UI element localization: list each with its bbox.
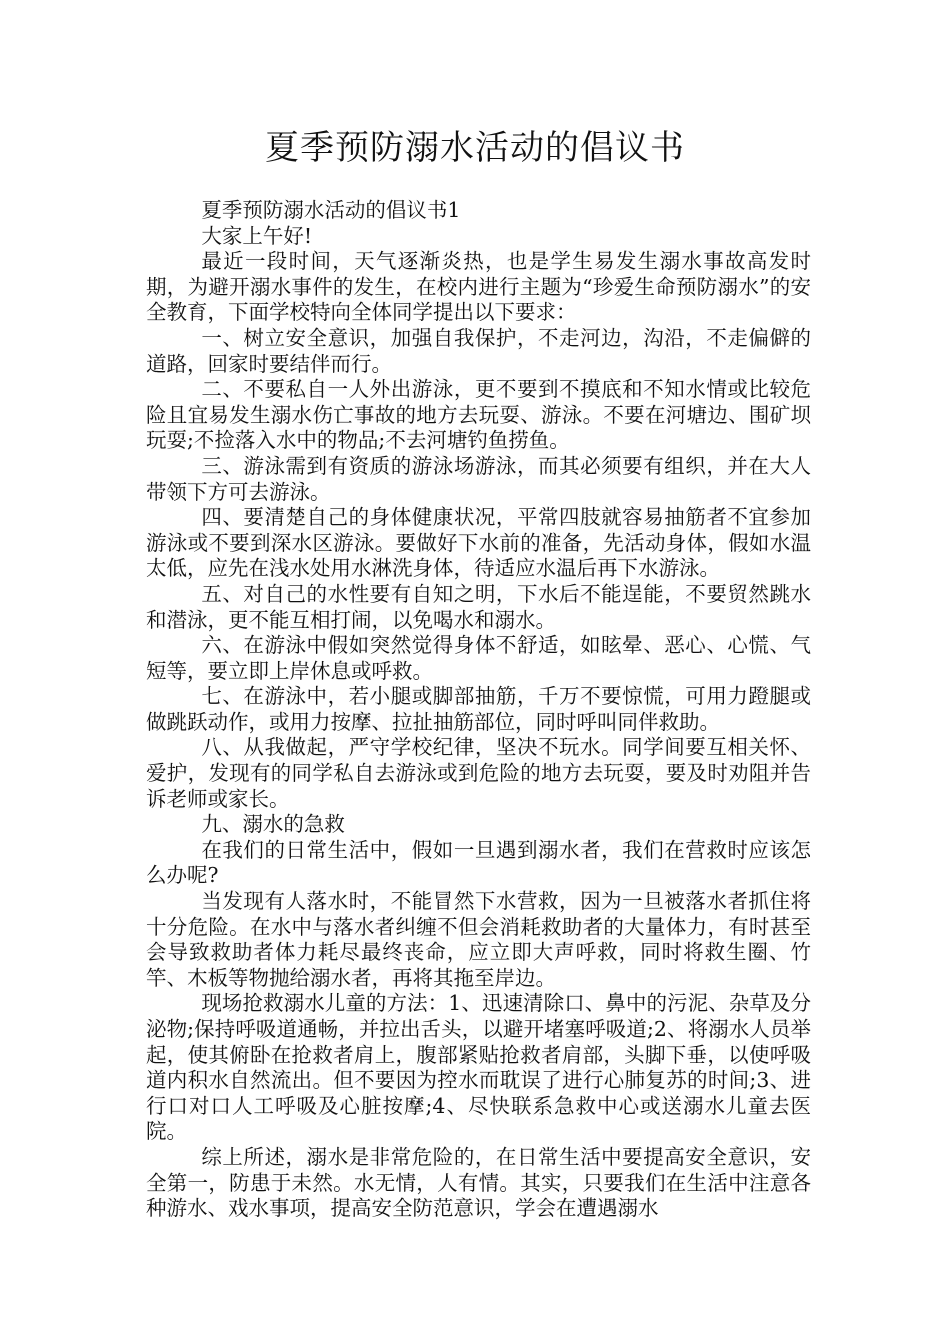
- paragraph: 夏季预防溺水活动的倡议书1: [201, 198, 461, 222]
- paragraph: 现场抢救溺水儿童的方法：1、迅速清除口、鼻中的污泥、杂草及分泌物;保持呼吸道通畅，并拉出舌头，以避开堵塞呼吸道;2、将溺水人员举起，使其俯卧在抢救者肩上，腹部紧贴抢救者肩部，头脚下垂，以使呼吸道内积水自然流出。但不要因为控水而耽误了进行心肺复苏的时间;3、进行口对口人工呼吸及心脏按摩;4、尽快联系急救中心或送溺水儿童去医院。: [146, 991, 811, 1144]
- paragraph: 八、从我做起，严守学校纪律，坚决不玩水。同学间要互相关怀、爱护，发现有的同学私自去游泳或到危险的地方去玩耍，要及时劝阻并告诉老师或家长。: [146, 735, 811, 811]
- document-body: [146, 198, 811, 1222]
- paragraph: 当发现有人落水时，不能冒然下水营救，因为一旦被落水者抓住将十分危险。在水中与落水者纠缠不但会消耗救助者的大量体力，有时甚至会导致救助者体力耗尽最终丧命，应立即大声呼救，同时将救生圈、竹竿、木板等物抛给溺水者，再将其拖至岸边。: [146, 889, 811, 990]
- paragraph: 综上所述，溺水是非常危险的，在日常生活中要提高安全意识，安全第一，防患于未然。水无情，人有情。其实，只要我们在生活中注意各种游水、戏水事项，提高安全防范意识，学会在遭遇溺水: [146, 1144, 811, 1221]
- paragraph: 在我们的日常生活中，假如一旦遇到溺水者，我们在营救时应该怎么办呢?: [146, 837, 811, 888]
- paragraph: 二、不要私自一人外出游泳，更不要到不摸底和不知水情或比较危险且宜易发生溺水伤亡事故的地方去玩耍、游泳。不要在河塘边、围矿坝玩耍;不捡落入水中的物品;不去河塘钓鱼捞鱼。: [146, 377, 811, 453]
- document-title: 夏季预防溺水活动的倡议书: [265, 128, 685, 168]
- paragraph: 五、对自己的水性要有自知之明，下水后不能逞能，不要贸然跳水和潜泳，更不能互相打闹，以免喝水和溺水。: [146, 581, 811, 632]
- paragraph: 七、在游泳中，若小腿或脚部抽筋，千万不要惊慌，可用力蹬腿或做跳跃动作，或用力按摩、拉扯抽筋部位，同时呼叫同伴救助。: [146, 684, 811, 734]
- paragraph: 大家上午好!: [201, 223, 313, 248]
- paragraph: 九、溺水的急救: [201, 812, 345, 837]
- paragraph: 三、游泳需到有资质的游泳场游泳，而其必须要有组织，并在大人带领下方可去游泳。: [146, 453, 811, 504]
- paragraph: 一、树立安全意识，加强自我保护，不走河边，沟沿，不走偏僻的道路，回家时要结伴而行。: [146, 325, 811, 376]
- paragraph: 四、要清楚自己的身体健康状况，平常四肢就容易抽筋者不宜参加游泳或不要到深水区游泳。要做好下水前的准备，先活动身体，假如水温太低，应先在浅水处用水淋洗身体，待适应水温后再下水游泳。: [146, 505, 811, 581]
- paragraph: 最近一段时间，天气逐渐炎热，也是学生易发生溺水事故高发时期，为避开溺水事件的发生，在校内进行主题为“珍爱生命预防溺水”的安全教育，下面学校特向全体同学提出以下要求：: [146, 249, 811, 325]
- paragraph: 六、在游泳中假如突然觉得身体不舒适，如眩晕、恶心、心慌、气短等，要立即上岸休息或呼救。: [146, 633, 811, 683]
